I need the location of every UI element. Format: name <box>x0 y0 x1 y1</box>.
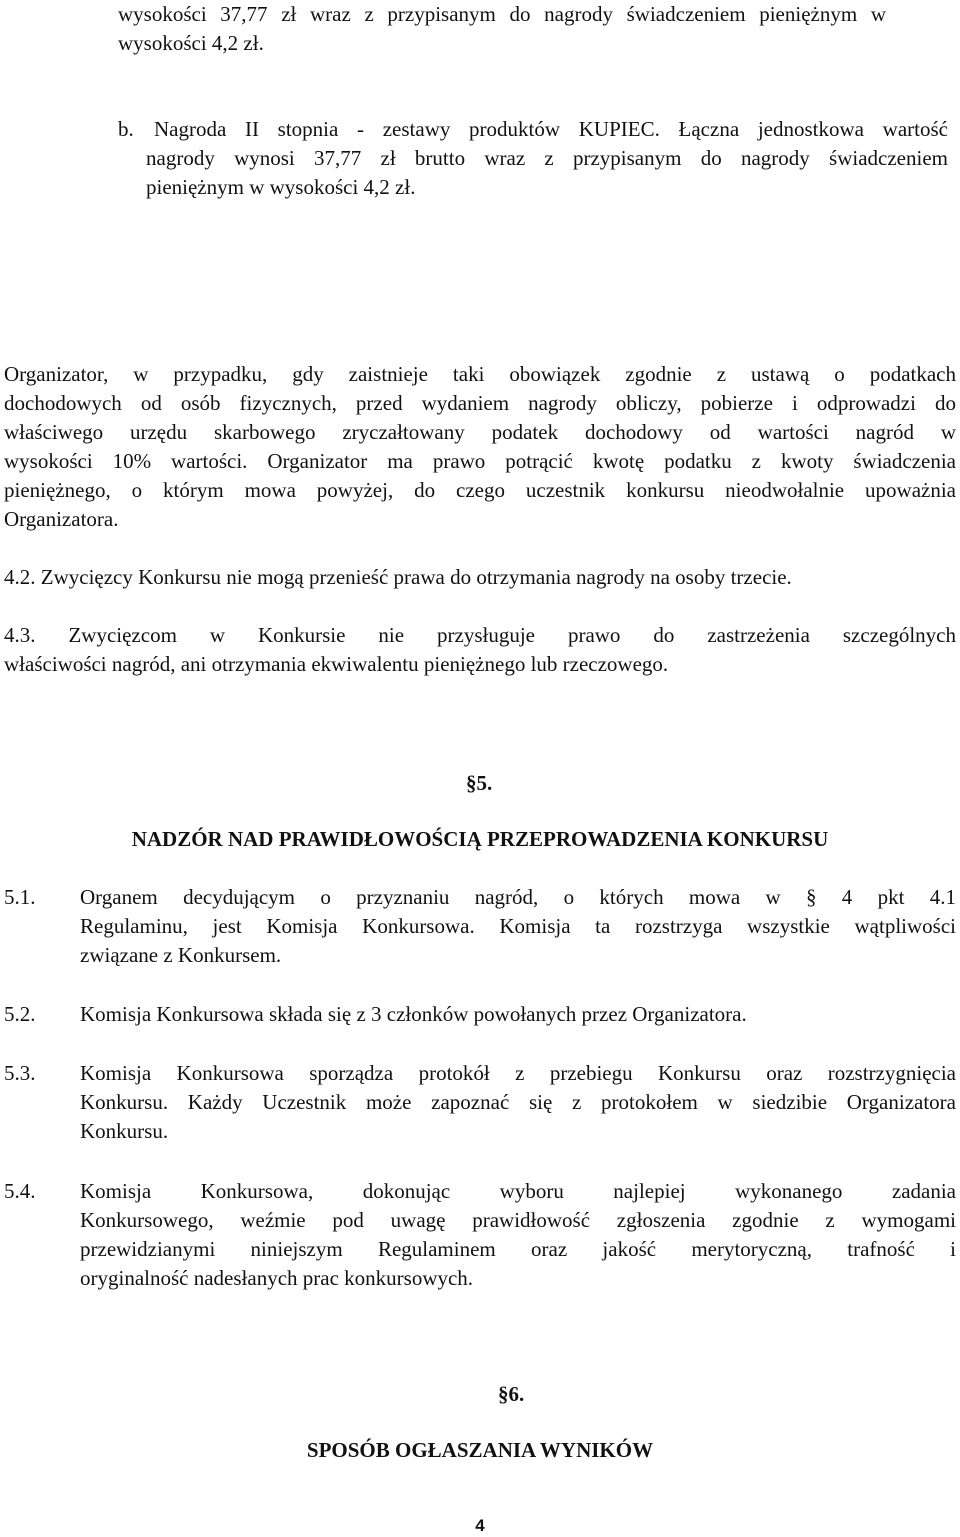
p43-line-1: 4.3. Zwycięzcom w Konkursie nie przysługuje prawo do zastrzeżenia szczególnych <box>4 623 956 647</box>
item-5-2-line-1: Komisja Konkursowa składa się z 3 członków powołanych przez Organizatora. <box>80 1002 747 1026</box>
item-5-4-line-3: przewidzianymi niniejszym Regulaminem oraz jakość merytoryczną, trafność i <box>80 1237 956 1261</box>
top-continuation <box>118 0 886 58</box>
item-5-3-line-2: Konkursu. Każdy Uczestnik może zapoznać się z protokołem w siedzibie Organizatora <box>80 1090 956 1114</box>
section-5-item-1 <box>0 883 960 973</box>
tax-line-5: pieniężnego, o którym mowa powyżej, do czego uczestnik konkursu nieodwołalnie upoważnia <box>4 478 956 502</box>
item-b-line-1: Nagroda II stopnia - zestawy produktów KUPIEC. Łączna jednostkowa wartość <box>154 117 948 141</box>
p43-line-2: właściwości nagród, ani otrzymania ekwiwalentu pieniężnego lub rzeczowego. <box>4 652 669 676</box>
tax-line-2: dochodowych od osób fizycznych, przed wydaniem nagrody obliczy, pobierze i odprowadzi do <box>4 391 956 415</box>
tax-paragraph <box>4 360 956 534</box>
top-line-1: wysokości 37,77 zł wraz z przypisanym do nagrody świadczeniem pieniężnym w <box>118 2 886 26</box>
section-5-title: NADZÓR NAD PRAWIDŁOWOŚCIĄ PRZEPROWADZENIA KONKURSU <box>131 827 829 851</box>
item-number: 5.1. <box>4 885 36 909</box>
item-number: 5.2. <box>4 1002 36 1026</box>
item-number: 5.3. <box>4 1061 36 1085</box>
tax-line-3: właściwego urzędu skarbowego zryczałtowany podatek dochodowy od wartości nagród w <box>4 420 956 444</box>
page-number: 4 <box>475 1516 485 1535</box>
item-5-3-line-3: Konkursu. <box>80 1119 169 1143</box>
item-number: 5.4. <box>4 1179 36 1203</box>
item-5-4-line-1: Komisja Konkursowa, dokonując wyboru najlepiej wykonanego zadania <box>80 1179 956 1203</box>
tax-line-1: Organizator, w przypadku, gdy zaistnieje taki obowiązek zgodnie z ustawą o podatkach <box>4 362 956 386</box>
section-5-number: §5. <box>466 771 493 795</box>
section-5-item-4 <box>0 1177 960 1297</box>
paragraph-4-3 <box>4 621 956 679</box>
item-5-1-line-2: Regulaminu, jest Komisja Konkursowa. Komisja ta rozstrzyga wszystkie wątpliwości <box>80 914 956 938</box>
item-5-4-line-4: oryginalność nadesłanych prac konkursowych. <box>80 1266 474 1290</box>
tax-line-4: wysokości 10% wartości. Organizator ma prawo potrącić kwotę podatku z kwoty świadczenia <box>4 449 956 473</box>
section-5-item-2 <box>0 1000 960 1030</box>
section-5-item-3 <box>0 1059 960 1149</box>
item-b-body <box>146 115 948 202</box>
item-5-1-line-3: związane z Konkursem. <box>80 943 282 967</box>
section-6-title: SPOSÓB OGŁASZANIA WYNIKÓW <box>306 1438 654 1462</box>
p42-line: 4.2. Zwycięzcy Konkursu nie mogą przenieść prawa do otrzymania nagrody na osoby trzecie. <box>4 565 792 589</box>
item-5-3-line-1: Komisja Konkursowa sporządza protokół z przebiegu Konkursu oraz rozstrzygnięcia <box>80 1061 956 1085</box>
paragraph-4-2 <box>4 563 956 592</box>
item-5-4-line-2: Konkursowego, weźmie pod uwagę prawidłowość zgłoszenia zgodnie z wymogami <box>80 1208 956 1232</box>
section-6-number: §6. <box>498 1382 525 1406</box>
item-b-line-2: nagrody wynosi 37,77 zł brutto wraz z przypisanym do nagrody świadczeniem <box>146 146 948 170</box>
top-line-2: wysokości 4,2 zł. <box>118 31 264 55</box>
item-b-label: b. <box>118 117 134 141</box>
tax-line-6: Organizatora. <box>4 507 119 531</box>
item-5-1-line-1: Organem decydującym o przyznaniu nagród, o których mowa w § 4 pkt 4.1 <box>80 885 956 909</box>
item-b-line-3: pieniężnym w wysokości 4,2 zł. <box>146 175 416 199</box>
